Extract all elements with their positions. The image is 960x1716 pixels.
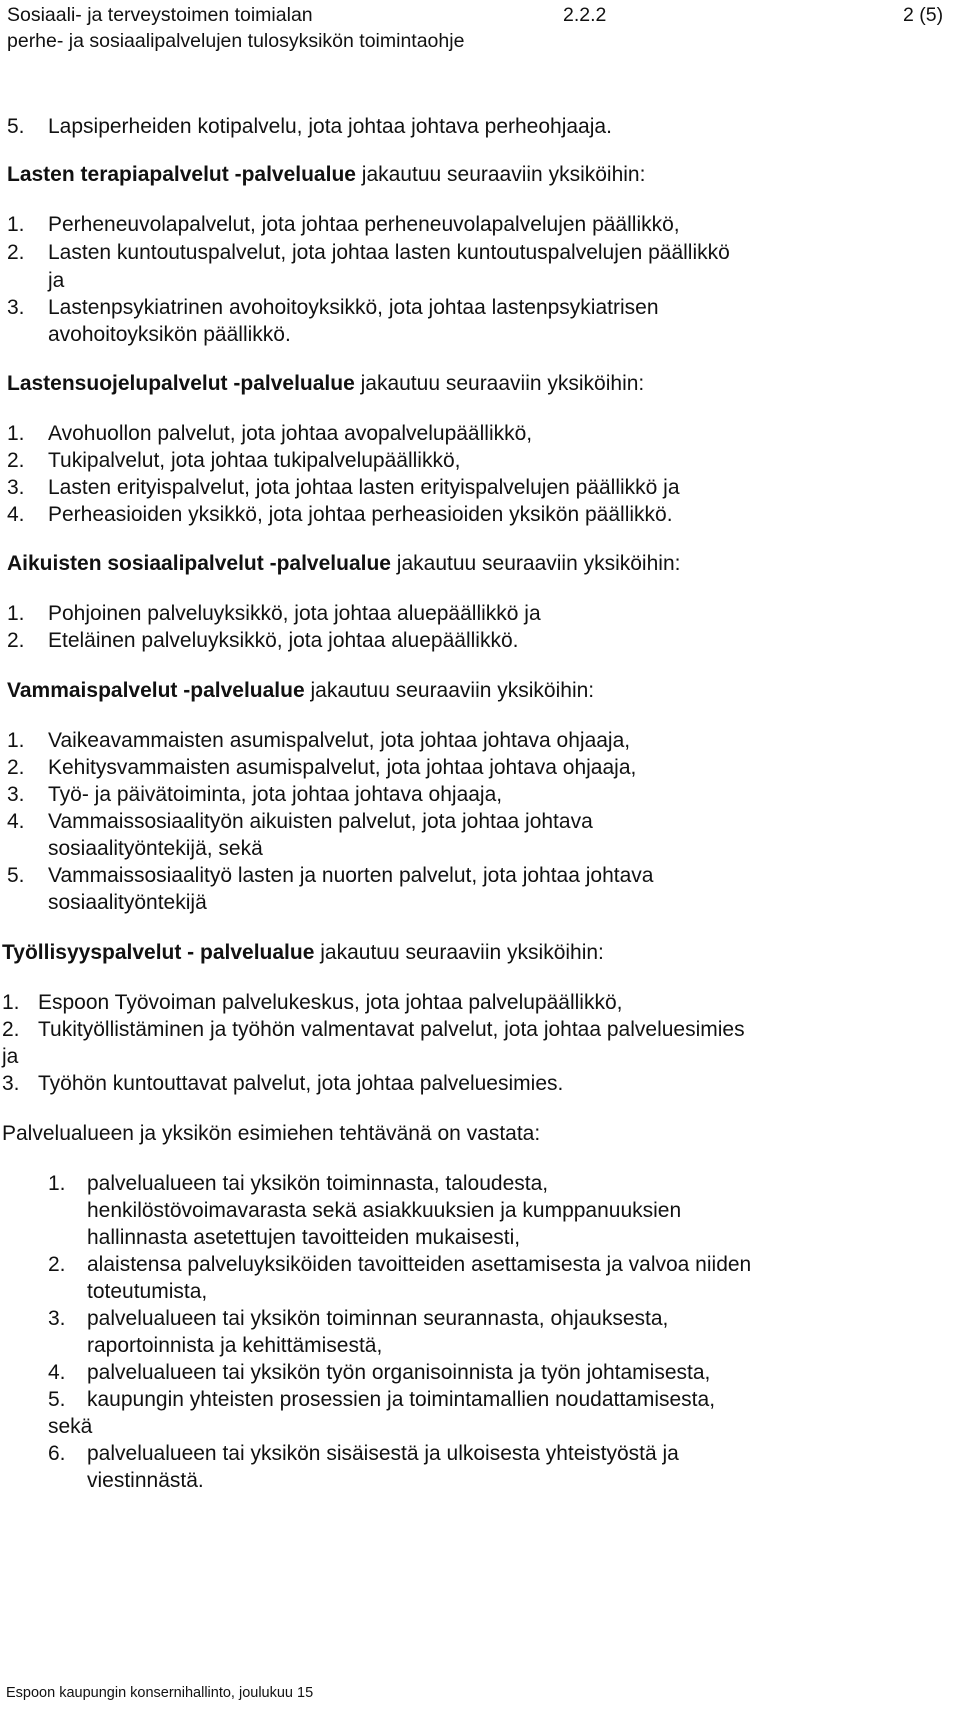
list-item-text: Vammaissosiaalityö lasten ja nuorten palvelut, jota johtaa johtava <box>48 864 654 887</box>
section-heading-bold: Aikuisten sosiaalipalvelut -palvelualue <box>7 552 391 575</box>
list-number: 3. <box>48 1307 66 1330</box>
list-item-text: sekä <box>48 1415 93 1438</box>
list-number: 3. <box>7 296 25 319</box>
list-number: 2. <box>48 1253 66 1276</box>
list-number: 4. <box>48 1361 66 1384</box>
list-item-text: toteutumista, <box>87 1280 208 1303</box>
section-heading-rest: jakautuu seuraaviin yksiköihin: <box>304 679 595 702</box>
list-item-text: Kehitysvammaisten asumispalvelut, jota johtaa johtava ohjaaja, <box>48 756 637 779</box>
list-item-text: viestinnästä. <box>87 1469 204 1492</box>
list-item-text: Tukityöllistäminen ja työhön valmentavat palvelut, jota johtaa palveluesimies <box>38 1018 745 1041</box>
list-item-text: ja <box>48 269 65 292</box>
section-heading-bold: Lastensuojelupalvelut -palvelualue <box>7 372 355 395</box>
header-subtitle: perhe- ja sosiaalipalvelujen tulosyksikön toimintaohje <box>7 30 465 52</box>
list-number: 3. <box>7 476 25 499</box>
list-item-text: Tukipalvelut, jota johtaa tukipalvelupäällikkö, <box>48 449 461 472</box>
header-document-number: 2.2.2 <box>563 4 607 26</box>
list-item-text: Lasten erityispalvelut, jota johtaa lasten erityispalvelujen päällikkö ja <box>48 476 680 499</box>
header-page-number: 2 (5) <box>903 4 944 26</box>
list-item-text: Perheneuvolapalvelut, jota johtaa perheneuvolapalvelujen päällikkö, <box>48 213 680 236</box>
section-heading-rest: jakautuu seuraaviin yksiköihin: <box>355 163 646 186</box>
list-number: 4. <box>7 810 25 833</box>
list-number: 2. <box>2 1018 20 1041</box>
section-heading-rest: jakautuu seuraaviin yksiköihin: <box>354 372 645 395</box>
list-number: 2. <box>7 449 25 472</box>
section-heading-lastensuojelu <box>7 371 644 397</box>
list-item-text: ja <box>2 1045 19 1068</box>
list-item-text: palvelualueen tai yksikön sisäisestä ja ulkoisesta yhteistyöstä ja <box>87 1442 679 1465</box>
page-footer: Espoon kaupungin konsernihallinto, joulukuu 15 <box>6 1685 314 1701</box>
list-item-text: Perheasioiden yksikkö, jota johtaa perheasioiden yksikön päällikkö. <box>48 503 673 526</box>
list-number: 2. <box>7 241 25 264</box>
list-item-text: sosiaalityöntekijä, sekä <box>48 837 263 860</box>
list-number: 6. <box>48 1442 66 1465</box>
section-heading-rest: jakautuu seuraaviin yksiköihin: <box>314 941 604 964</box>
list-item-text: hallinnasta asetettujen tavoitteiden mukaisesti, <box>87 1226 521 1249</box>
section-heading-tyollisyys <box>2 940 604 966</box>
section-heading-bold: Lasten terapiapalvelut -palvelualue <box>7 163 356 186</box>
list-number: 1. <box>7 602 25 625</box>
list-item-text: alaistensa palveluyksiköiden tavoitteiden asettamisesta ja valvoa niiden <box>87 1253 752 1276</box>
list-item-text: raportoinnista ja kehittämisestä, <box>87 1334 383 1357</box>
list-number: 3. <box>7 783 25 806</box>
list-item-text: Pohjoinen palveluyksikkö, jota johtaa aluepäällikkö ja <box>48 602 541 625</box>
list-item-text: palvelualueen tai yksikön toiminnasta, taloudesta, <box>87 1172 549 1195</box>
list-item-text: Vaikeavammaisten asumispalvelut, jota johtaa johtava ohjaaja, <box>48 729 631 752</box>
list-number: 1. <box>7 729 25 752</box>
list-number: 1. <box>48 1172 66 1195</box>
list-item-text: Eteläinen palveluyksikkö, jota johtaa aluepäällikkö. <box>48 629 519 652</box>
list-item-text: palvelualueen tai yksikön toiminnan seurannasta, ohjauksesta, <box>87 1307 669 1330</box>
list-number: 5. <box>7 115 25 138</box>
list-item-text: avohoitoyksikön päällikkö. <box>48 323 291 346</box>
section-heading-aikuisten <box>7 551 680 577</box>
list-number: 5. <box>7 864 25 887</box>
list-number: 1. <box>2 991 20 1014</box>
list-number: 2. <box>7 756 25 779</box>
section-heading-rest: jakautuu seuraaviin yksiköihin: <box>390 552 681 575</box>
list-number: 1. <box>7 213 25 236</box>
section-heading-bold: Vammaispalvelut -palvelualue <box>7 679 305 702</box>
list-item-text: Työhön kuntouttavat palvelut, jota johtaa palveluesimies. <box>38 1072 564 1095</box>
header-organization: Sosiaali- ja terveystoimen toimialan <box>7 4 313 26</box>
list-item-text: Työ- ja päivätoiminta, jota johtaa johtava ohjaaja, <box>48 783 503 806</box>
section-heading-bold: Työllisyyspalvelut - palvelualue <box>2 941 315 964</box>
list-item-text: henkilöstövoimavarasta sekä asiakkuuksien ja kumppanuuksien <box>87 1199 682 1222</box>
list-number: 3. <box>2 1072 20 1095</box>
list-item-text: Lasten kuntoutuspalvelut, jota johtaa lasten kuntoutuspalvelujen päällikkö <box>48 241 730 264</box>
section-heading-vammais <box>7 678 594 704</box>
list-item-text: sosiaalityöntekijä <box>48 891 207 914</box>
list-item-text: Lastenpsykiatrinen avohoitoyksikkö, jota johtaa lastenpsykiatrisen <box>48 296 659 319</box>
list-item-text: Espoon Työvoiman palvelukeskus, jota johtaa palvelupäällikkö, <box>38 991 623 1014</box>
list-item-text: palvelualueen tai yksikön työn organisoinnista ja työn johtamisesta, <box>87 1361 711 1384</box>
list-number: 2. <box>7 629 25 652</box>
section-heading-terapia <box>7 162 645 188</box>
list-item-text: kaupungin yhteisten prosessien ja toimintamallien noudattamisesta, <box>87 1388 716 1411</box>
list-number: 5. <box>48 1388 66 1411</box>
responsibilities-intro: Palvelualueen ja yksikön esimiehen tehtävänä on vastata: <box>2 1122 541 1145</box>
list-item-text: Avohuollon palvelut, jota johtaa avopalvelupäällikkö, <box>48 422 533 445</box>
list-number: 1. <box>7 422 25 445</box>
list-item-text: Lapsiperheiden kotipalvelu, jota johtaa johtava perheohjaaja. <box>48 115 612 138</box>
list-number: 4. <box>7 503 25 526</box>
list-item-text: Vammaissosiaalityön aikuisten palvelut, jota johtaa johtava <box>48 810 593 833</box>
